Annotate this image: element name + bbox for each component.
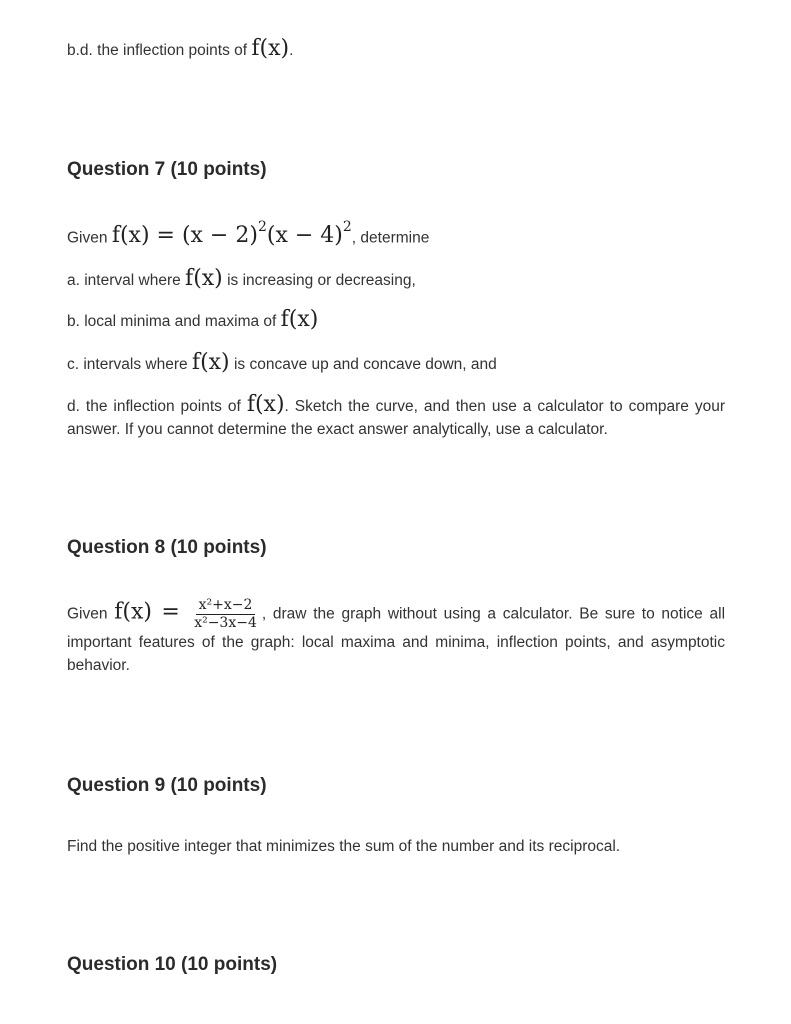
part-a-text-end: is increasing or decreasing, [227, 272, 416, 289]
question-9-text: Find the positive integer that minimizes the sum of the number and its reciprocal. [67, 838, 621, 855]
question-8-body [67, 598, 725, 677]
math-fx: f(x) [246, 392, 285, 417]
question-7-part-c [67, 350, 725, 375]
question-7-part-b [67, 307, 725, 332]
carry-over-end: . [289, 42, 294, 59]
math-fx: f(x) [251, 36, 290, 61]
math-function: $f(x) = (x - 2)^2(x - 4)^2$ [111, 219, 352, 249]
question-8-text: , draw the graph without using a calculator. Be sure to notice all important features of the graph: local maxima and minima, inflection points, and asymptotic behavior. [67, 605, 726, 674]
given-label: Given [67, 229, 108, 247]
math-function: f(x) = [114, 599, 190, 625]
carry-over-line [67, 36, 725, 61]
question-7-part-d [67, 393, 725, 441]
part-b-text: b. local minima and maxima of [67, 313, 277, 330]
part-d-text: d. the inflection points of [67, 398, 241, 415]
question-9-heading: Question 9 (10 points) [67, 775, 267, 796]
given-label: Given [67, 605, 108, 623]
part-c-text: c. intervals where [67, 356, 188, 373]
question-7-part-a [67, 266, 725, 291]
part-c-text-end: is concave up and concave down, and [233, 356, 497, 373]
part-a-text: a. interval where [67, 272, 181, 289]
question-10-heading: Question 10 (10 points) [67, 954, 278, 975]
given-tail: , determine [351, 229, 430, 247]
part-d-text-end: . Sketch the curve, and then use a calculator to compare your answer. If you cannot determine the exact answer analytically, use a calculator. [67, 398, 726, 438]
question-8-heading: Question 8 (10 points) [67, 537, 267, 558]
math-fraction: $\frac{\text{x²+x−2}}{\text{x²−3x−4}}$ [194, 597, 257, 631]
question-7-heading: Question 7 (10 points) [67, 159, 267, 180]
math-fx: f(x) [191, 350, 230, 375]
math-fx: f(x) [185, 266, 223, 291]
math-fx: f(x) [280, 307, 319, 332]
carry-over-text: b.d. the inflection points of [67, 42, 248, 59]
question-7-given [67, 219, 725, 249]
